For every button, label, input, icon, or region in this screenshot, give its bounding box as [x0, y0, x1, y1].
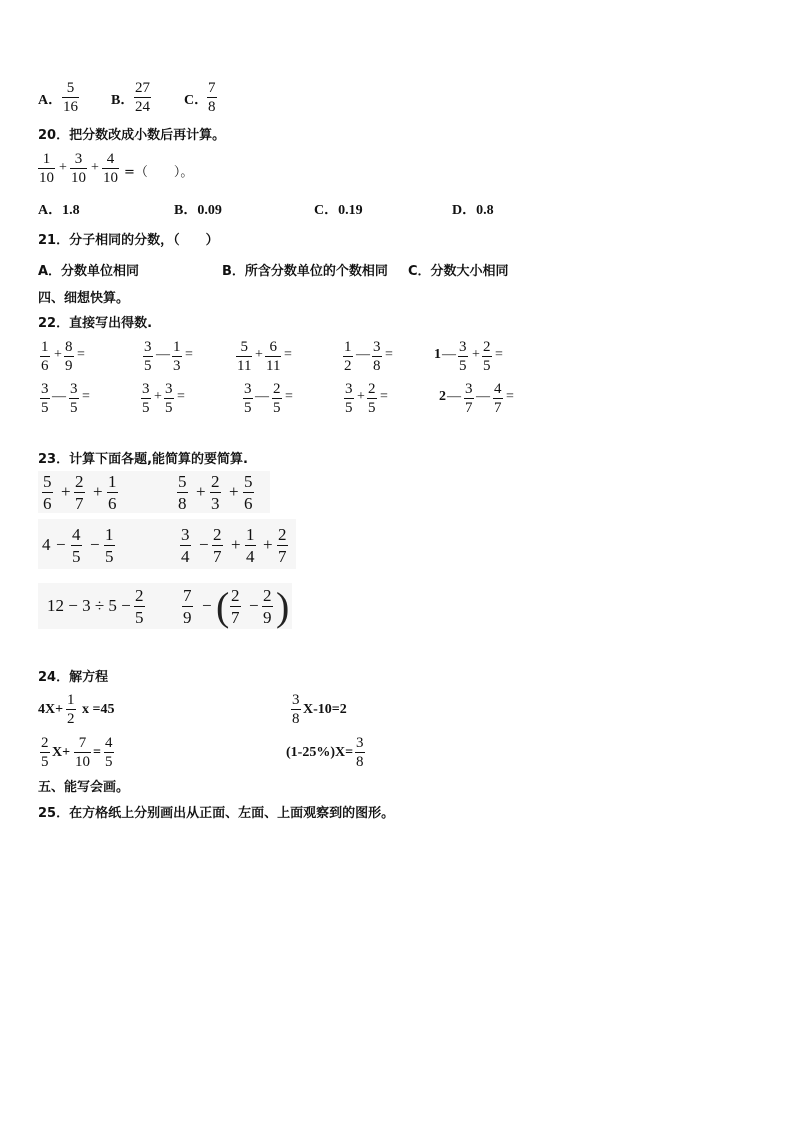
q23-e1-frac-1: 5 6: [43, 472, 52, 513]
q22-r1-e3-frac-a: 5 11: [237, 339, 252, 374]
q23-e3-frac-1: 4 5: [72, 525, 81, 566]
q19-option-b-label: B．: [111, 93, 135, 108]
q22-r1-e1-frac-a: 1 6: [41, 339, 49, 374]
q24-eq2-post: X-10=2: [303, 702, 347, 717]
q22-title: 22．直接写出得数.: [38, 316, 153, 331]
q20-title: 20．把分数改成小数后再计算。: [38, 128, 226, 143]
q20-plus-1: +: [59, 160, 67, 175]
q22-r1-e2-eq: =: [185, 347, 193, 362]
q24-eq3-frac-2: 7 10: [75, 735, 90, 770]
q23-e4-frac-1: 3 4: [181, 525, 190, 566]
q22-r1-e5-op-1: —: [442, 347, 456, 362]
q23-e1-frac-2: 2 7: [75, 472, 84, 513]
q22-r2-e3-frac-b: 2 5: [273, 381, 281, 416]
q19-option-a-fraction: 5 16: [63, 80, 78, 115]
q22-r1-e1-eq: =: [77, 347, 85, 362]
q20-fraction-2: 3 10: [71, 151, 86, 186]
q23-e2-frac-3: 5 6: [244, 472, 253, 513]
q22-r2-e5-op-1: —: [447, 389, 461, 404]
q24-eq4-frac: 3 8: [356, 735, 364, 770]
q19-option-a-label: A．: [38, 93, 63, 108]
q22-r2-e1-frac-b: 3 5: [70, 381, 78, 416]
q19-option-b-fraction: 27 24: [135, 80, 150, 115]
section-4-heading: 四、细想快算。: [38, 291, 130, 306]
q22-r2-e5-lead: 2: [439, 389, 446, 404]
q23-e2-op-2: +: [229, 482, 239, 501]
q23-e3-frac-2: 1 5: [105, 525, 114, 566]
q20-answer-blank: =（ ）。: [124, 165, 194, 180]
q22-r2-e1-op: —: [52, 389, 66, 404]
q22-r1-e5-frac-a: 3 5: [459, 339, 467, 374]
q24-eq1-frac: 1 2: [67, 692, 75, 727]
q23-e2-op-1: +: [196, 482, 206, 501]
q22-r2-e5-op-2: —: [476, 389, 490, 404]
q22-r2-e4-op: +: [357, 389, 365, 404]
q23-e4-frac-2: 2 7: [213, 525, 222, 566]
q23-e4-op-1: −: [199, 535, 209, 554]
q22-r2-e5-frac-b: 4 7: [494, 381, 502, 416]
q24-eq3-equals: =: [93, 745, 101, 760]
q24-eq1-post: x =45: [82, 702, 115, 717]
q22-r2-e4-frac-b: 2 5: [368, 381, 376, 416]
q19-option-c-fraction: 7 8: [208, 80, 216, 115]
q22-r1-e5-eq: =: [495, 347, 503, 362]
q24-eq2-frac: 3 8: [292, 692, 300, 727]
q22-r1-e3-eq: =: [284, 347, 292, 362]
q22-r1-e5-frac-b: 2 5: [483, 339, 491, 374]
q22-r2-e1-frac-a: 3 5: [41, 381, 49, 416]
q22-r1-e4-frac-b: 3 8: [373, 339, 381, 374]
q22-r1-e2-op: —: [156, 347, 170, 362]
q25-title: 25．在方格纸上分别画出从正面、左面、上面观察到的图形。: [38, 806, 395, 821]
q23-e4-op-2: +: [231, 535, 241, 554]
q22-r1-e2-frac-b: 1 3: [173, 339, 181, 374]
q23-e4-frac-4: 2 7: [278, 525, 287, 566]
q21-option-b: B．所含分数单位的个数相同: [222, 264, 388, 279]
q19-option-c-label: C．: [184, 93, 209, 108]
q20-fraction-3: 4 10: [103, 151, 118, 186]
q24-eq1-pre: 4X+: [38, 702, 64, 717]
q20-option-c: C．0.19: [314, 203, 363, 218]
q22-r2-e4-frac-a: 3 5: [345, 381, 353, 416]
q22-r1-e4-frac-a: 1 2: [344, 339, 352, 374]
q23-e6-op-2: −: [249, 596, 259, 615]
q23-e6-right-paren: ): [276, 584, 290, 629]
q23-e6-left-paren: (: [216, 584, 230, 629]
q21-option-c: C．分数大小相同: [408, 264, 509, 279]
q23-e1-op-2: +: [93, 482, 103, 501]
q22-r1-e2-frac-a: 3 5: [144, 339, 152, 374]
q24-eq3-mid: X+: [52, 745, 71, 760]
q22-r1-e1-frac-b: 8 9: [65, 339, 73, 374]
q23-e1-op-1: +: [61, 482, 71, 501]
q23-e6-frac-1: 7 9: [183, 586, 192, 627]
q23-e1-frac-3: 1 6: [108, 472, 117, 513]
q22-r1-e5-lead: 1: [434, 347, 441, 362]
q22-r2-e5-frac-a: 3 7: [465, 381, 473, 416]
q22-r2-e4-eq: =: [380, 389, 388, 404]
q21-option-a: A．分数单位相同: [38, 264, 140, 279]
q20-option-a: A．1.8: [38, 203, 80, 218]
q22-r1-e3-frac-b: 6 11: [266, 339, 281, 374]
q22-r2-e2-op: +: [154, 389, 162, 404]
q22-r2-e5-eq: =: [506, 389, 514, 404]
q23-e4-frac-3: 1 4: [246, 525, 255, 566]
q23-e2-frac-2: 2 3: [211, 472, 220, 513]
q23-e5-text: 12 − 3 ÷ 5 −: [47, 596, 131, 615]
q22-r2-e3-op: —: [255, 389, 269, 404]
q23-e4-op-3: +: [263, 535, 273, 554]
q23-e3-lead: 4: [42, 535, 51, 554]
q22-r2-e3-frac-a: 3 5: [244, 381, 252, 416]
q24-eq4-pre: (1-25%)X=: [286, 745, 354, 760]
q23-e3-op-1: −: [56, 535, 66, 554]
q22-r2-e2-eq: =: [177, 389, 185, 404]
q22-r1-e4-eq: =: [385, 347, 393, 362]
q24-eq3-frac-1: 2 5: [41, 735, 49, 770]
q24-title: 24．解方程: [38, 670, 109, 685]
q20-plus-2: +: [91, 160, 99, 175]
q23-e6-frac-3: 2 9: [263, 586, 272, 627]
q22-r2-e2-frac-b: 3 5: [165, 381, 173, 416]
q23-e6-frac-2: 2 7: [231, 586, 240, 627]
q23-e6-op-1: −: [202, 596, 212, 615]
section-5-heading: 五、能写会画。: [38, 780, 130, 795]
q21-title: 21．分子相同的分数，（ ）: [38, 233, 219, 248]
q23-e2-frac-1: 5 8: [178, 472, 187, 513]
q24-eq3-frac-3: 4 5: [105, 735, 113, 770]
q20-option-b: B．0.09: [174, 203, 222, 218]
q22-r2-e1-eq: =: [82, 389, 90, 404]
q22-r1-e3-op: +: [255, 347, 263, 362]
q22-r1-e4-op: —: [356, 347, 370, 362]
q23-title: 23．计算下面各题,能简算的要简算.: [38, 452, 248, 467]
q22-r2-e3-eq: =: [285, 389, 293, 404]
q22-r1-e5-op-2: +: [472, 347, 480, 362]
q23-e3-op-2: −: [90, 535, 100, 554]
q23-e5-frac: 2 5: [135, 586, 144, 627]
q22-r2-e2-frac-a: 3 5: [142, 381, 150, 416]
q20-option-d: D．0.8: [452, 203, 494, 218]
q20-fraction-1: 1 10: [39, 151, 54, 186]
q22-r1-e1-op: +: [54, 347, 62, 362]
